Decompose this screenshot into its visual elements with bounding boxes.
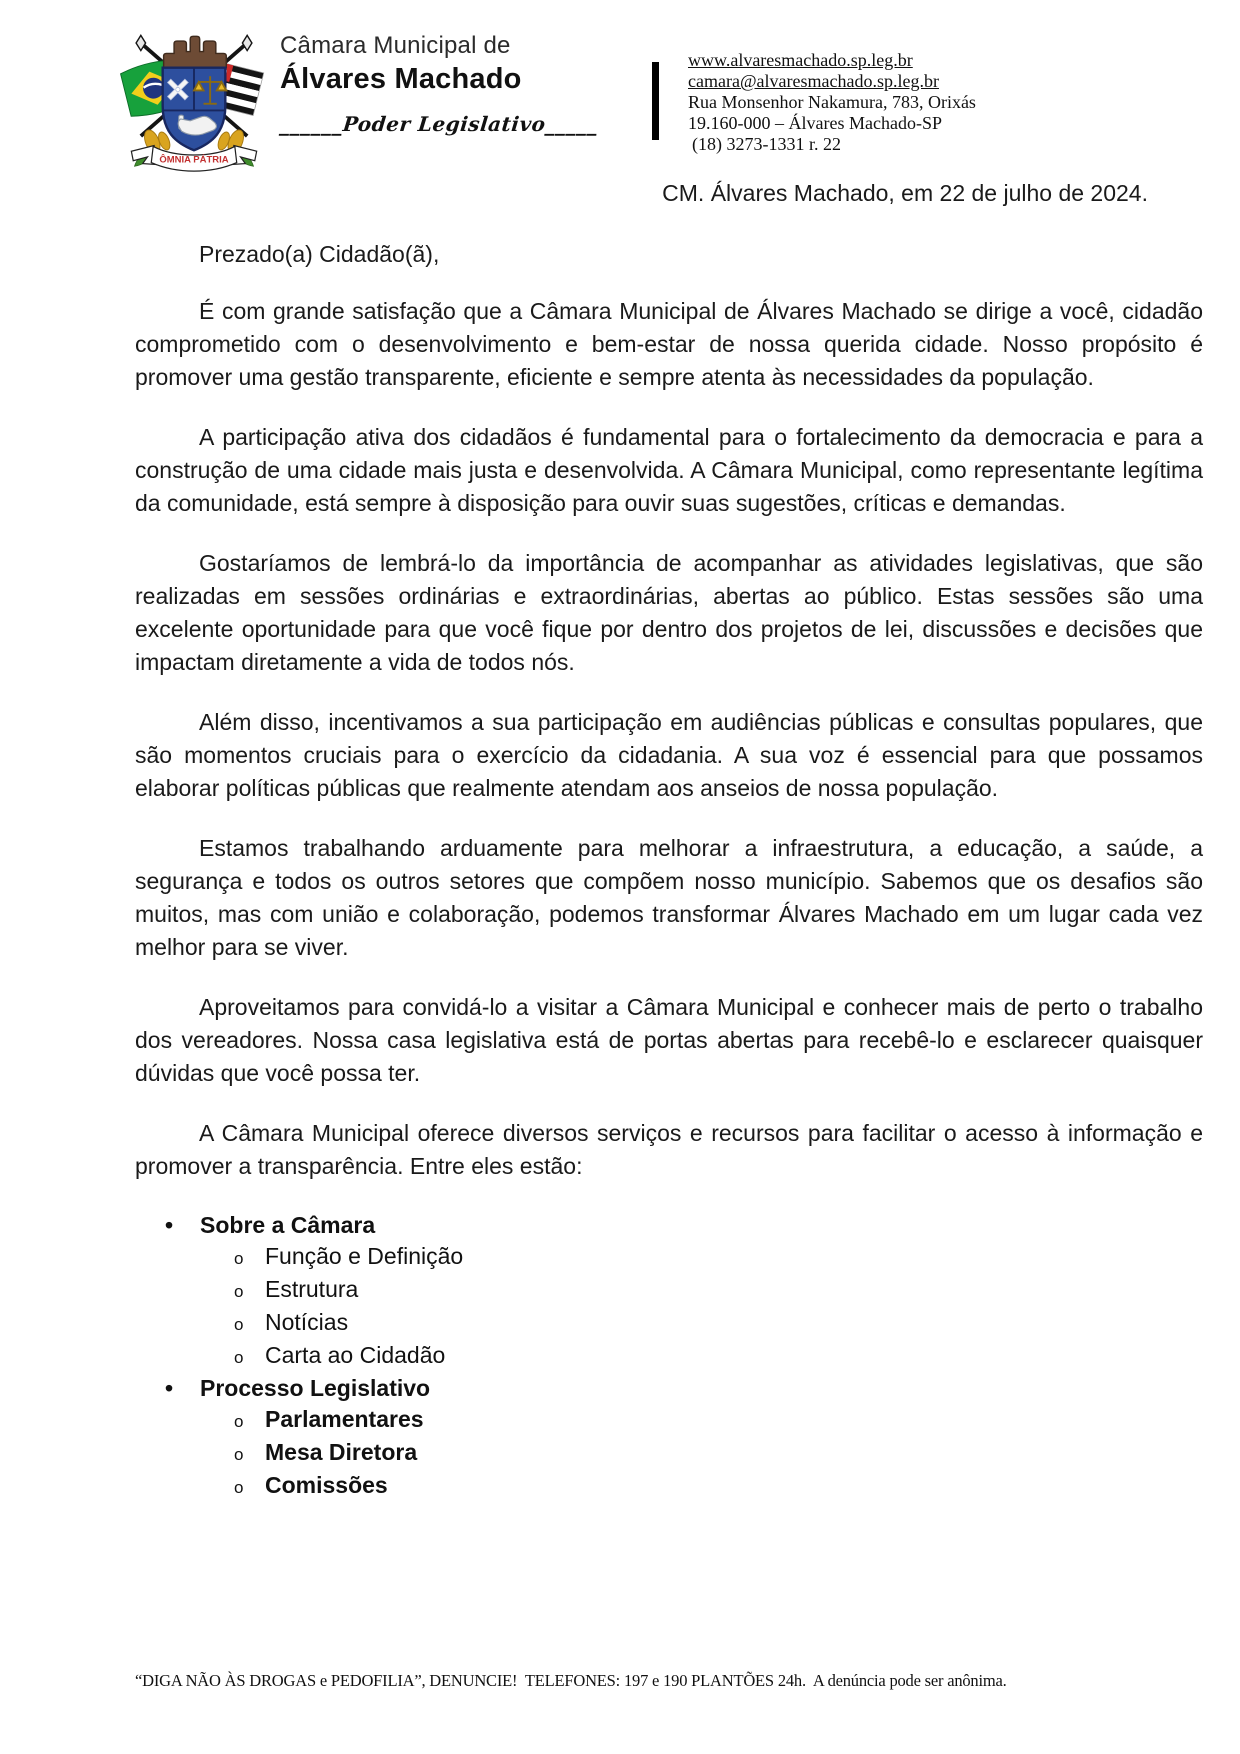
list-item-label: Carta ao Cidadão — [265, 1342, 446, 1368]
list-item-label: Função e Definição — [265, 1243, 464, 1269]
services-intro: A Câmara Municipal oferece diversos serviços e recursos para facilitar o acesso à informação e promover a transparência. Entre eles estão: — [135, 1120, 1203, 1179]
paragraph: Estamos trabalhando arduamente para melhorar a infraestrutura, a educação, a saúde, a segurança e todos os outros setores que compõem nosso município. Sabemos que os desafios são muitos, mas com união e colaboração, podemos transformar Álvares Machado em um lugar cada vez melhor para se viver. — [135, 835, 1203, 960]
letterhead — [118, 24, 1210, 174]
motto-text: ÔMNIA PÁTRIA — [159, 154, 229, 166]
services-list — [135, 1210, 1203, 1503]
paragraph: Gostaríamos de lembrá-lo da importância de acompanhar as atividades legislativas, que são realizadas em sessões ordinárias e extraordinárias, abertas ao público. Estas sessões são uma excelente oportunidade para que você fique por dentro dos projetos de lei, discussões e decisões que impactam diretamente a vida de todos nós. — [135, 550, 1203, 675]
bullet-icon: • — [165, 1375, 174, 1401]
list-item — [135, 1340, 1203, 1373]
paragraph: Aproveitamos para convidá-lo a visitar a Câmara Municipal e conhecer mais de perto o trabalho dos vereadores. Nossa casa legislativa está de portas abertas para recebê-lo e esclarecer quaisquer dúvidas que você possa ter. — [135, 994, 1203, 1086]
website-link[interactable]: www.alvaresmachado.sp.leg.br — [688, 50, 913, 70]
circle-bullet-icon: o — [234, 1315, 244, 1334]
paragraph: É com grande satisfação que a Câmara Municipal de Álvares Machado se dirige a você, cidadão comprometido com o desenvolvimento e bem-estar de nossa querida cidade. Nosso propósito é promover uma gestão transparente, eficiente e sempre atenta às necessidades da população. — [135, 298, 1203, 390]
org-tagline: ______Poder Legislativo_____ — [278, 112, 600, 136]
list-item — [135, 1274, 1203, 1307]
contact-block — [688, 50, 976, 155]
footer-notice: “DIGA NÃO ÀS DROGAS e PEDOFILIA”, DENUNCIE! TELEFONES: 197 e 190 PLANTÕES 24h. A denúncia pode ser anônima. — [135, 1671, 1007, 1690]
coat-of-arms-icon — [118, 24, 270, 174]
list-item — [135, 1404, 1203, 1437]
org-name-block — [280, 32, 610, 136]
phone-number: (18) 3273-1331 r. 22 — [692, 134, 841, 154]
list-item-label: Comissões — [265, 1472, 388, 1498]
email-link[interactable]: camara@alvaresmachado.sp.leg.br — [688, 71, 939, 91]
salutation: Prezado(a) Cidadão(ã), — [199, 241, 440, 267]
circle-bullet-icon: o — [234, 1249, 244, 1268]
list-item — [135, 1470, 1203, 1503]
dateline: CM. Álvares Machado, em 22 de julho de 2024. — [662, 180, 1148, 206]
circle-bullet-icon: o — [234, 1282, 244, 1301]
circle-bullet-icon: o — [234, 1445, 244, 1464]
list-item-label: Notícias — [265, 1309, 349, 1335]
org-name-prefix: Câmara Municipal de — [280, 32, 511, 59]
letter-body — [135, 238, 1203, 1503]
list-item — [135, 1437, 1203, 1470]
list-item-label: Mesa Diretora — [265, 1439, 418, 1465]
paragraph: Além disso, incentivamos a sua participação em audiências públicas e consultas populares, que são momentos cruciais para o exercício da cidadania. A sua voz é essencial para que possamos elaborar políticas públicas que realmente atendam aos anseios de nossa população. — [135, 709, 1203, 801]
org-name: Álvares Machado — [280, 63, 522, 95]
list-item-label: Processo Legislativo — [200, 1375, 431, 1401]
list-item-group — [135, 1210, 1203, 1241]
address-city: 19.160-000 – Álvares Machado-SP — [688, 113, 942, 133]
list-item-label: Sobre a Câmara — [200, 1212, 376, 1238]
list-item-label: Parlamentares — [265, 1406, 424, 1432]
list-item-label: Estrutura — [265, 1276, 359, 1302]
header-divider — [652, 62, 659, 140]
circle-bullet-icon: o — [234, 1478, 244, 1497]
mural-crown-icon — [164, 36, 227, 67]
bullet-icon: • — [165, 1212, 174, 1238]
list-item — [135, 1241, 1203, 1274]
circle-bullet-icon: o — [234, 1348, 244, 1367]
coat-of-arms-logo — [118, 24, 270, 174]
paragraph: A participação ativa dos cidadãos é fundamental para o fortalecimento da democracia e para a construção de uma cidade mais justa e desenvolvida. A Câmara Municipal, como representante legítima da comunidade, está sempre à disposição para ouvir suas sugestões, críticas e demandas. — [135, 424, 1203, 516]
list-item-group — [135, 1373, 1203, 1404]
bold-sublist — [135, 1404, 1203, 1503]
address-street: Rua Monsenhor Nakamura, 783, Orixás — [688, 92, 976, 112]
list-item — [135, 1307, 1203, 1340]
shield-icon — [160, 68, 226, 151]
circle-bullet-icon: o — [234, 1412, 244, 1431]
